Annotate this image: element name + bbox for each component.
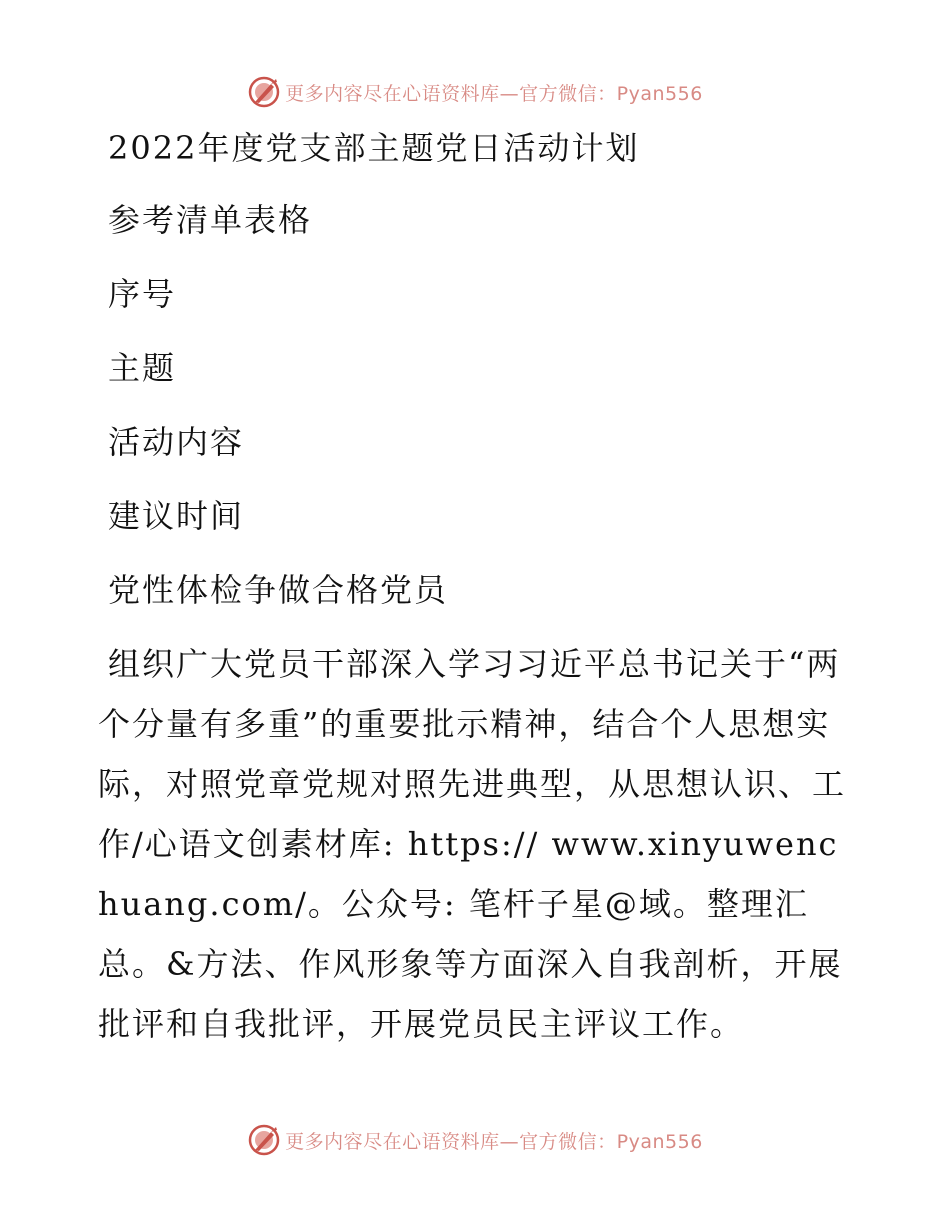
quill-seal-icon <box>247 75 281 109</box>
footer-watermark <box>0 1120 950 1160</box>
quill-seal-icon <box>247 1123 281 1157</box>
watermark-text: 更多内容尽在心语资料库—官方微信：Pyan556 <box>285 1130 703 1153</box>
document-subtitle: 参考清单表格 <box>108 201 313 239</box>
header-watermark <box>0 72 950 112</box>
row-topic: 党性体检争做合格党员 <box>108 571 449 609</box>
header-serial-number: 序号 <box>108 275 177 313</box>
header-activity-content: 活动内容 <box>108 423 245 461</box>
row-activity-content <box>98 634 858 1054</box>
row-content-text: 组织广大党员干部深入学习习近平总书记关于“两个分量有多重”的重要批示精神，结合个人思想实际，对照党章党规对照先进典型，从思想认识、工作/心语文创素材库: https:// www.xinyuwenchuang.com/。公众号: 笔杆子星@域。整理汇总。&方法、作风形象等方面深入自我剖析，开展批评和自我批评，开展党员民主评议工作。 <box>98 645 847 1043</box>
header-suggested-time: 建议时间 <box>108 497 245 535</box>
watermark-text: 更多内容尽在心语资料库—官方微信：Pyan556 <box>285 82 703 105</box>
document-title: 2022年度党支部主题党日活动计划 <box>108 129 640 167</box>
header-topic: 主题 <box>108 349 177 387</box>
